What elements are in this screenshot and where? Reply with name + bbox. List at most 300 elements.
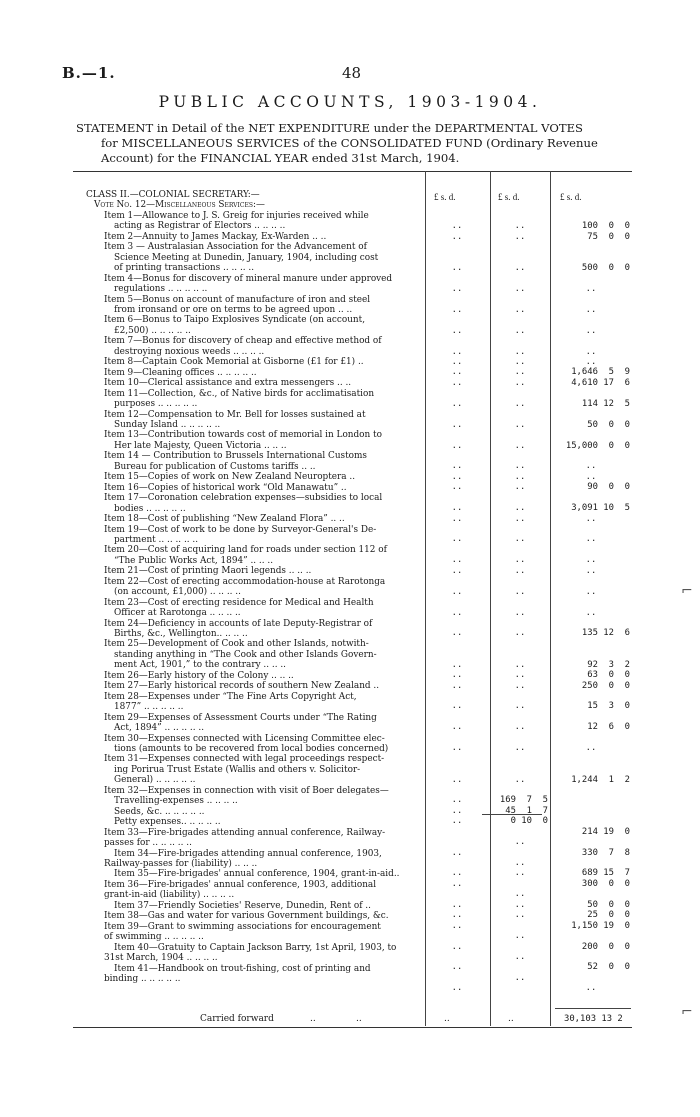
amount-cell [492, 211, 548, 221]
amount-cell: .. [514, 722, 526, 733]
amount-cell [492, 827, 548, 837]
amount-cell: .. [451, 805, 463, 816]
item-line: Travelling-expenses .. .. .. .. [114, 796, 238, 807]
amount-cell: .. [585, 346, 597, 357]
column-divider [550, 171, 551, 1026]
amount-cell: .. [451, 910, 463, 921]
item-line: Item 35—Fire-brigades' annual conference, 1904, grant-in-aid.. [114, 869, 400, 880]
amount-cell: 4,610 17 6 [571, 377, 630, 388]
amount-cell: .. [514, 972, 526, 983]
amount-cell [552, 409, 630, 419]
amount-cell: 500 0 0 [581, 263, 630, 274]
item-line: Births, &c., Wellington.. .. .. .. [114, 629, 248, 640]
amount-cell [552, 524, 630, 534]
amount-cell [492, 242, 548, 252]
amount-cell [492, 409, 548, 419]
amount-cell: .. [514, 325, 526, 336]
amount-cell [428, 639, 486, 649]
amount-cell [552, 639, 630, 649]
amount-cell: .. [514, 482, 526, 493]
item-line: 31st March, 1904 .. .. .. .. [104, 953, 218, 964]
amount-cell [428, 274, 486, 284]
amount-cell [428, 493, 486, 503]
amount-cell [492, 942, 548, 952]
amount-cell: 1,244 1 2 [571, 774, 630, 785]
column-header-3: £ s. d. [560, 192, 582, 202]
amount-cell: .. [451, 398, 463, 409]
amount-cell: .. [451, 534, 463, 545]
item-line: Item 31—Expenses connected with legal proceedings respect- [104, 754, 385, 765]
amount-cell: 12 6 0 [581, 722, 630, 733]
amount-cell: .. [514, 221, 526, 232]
amount-cell [492, 983, 548, 993]
amount-cell [552, 931, 630, 941]
amount-cell [552, 190, 630, 200]
statement-heading [76, 121, 638, 166]
amount-cell [492, 962, 548, 972]
amount-cell: .. [514, 367, 526, 378]
amount-cell [492, 430, 548, 440]
amount-cell [552, 242, 630, 252]
amount-cell [428, 253, 486, 263]
amount-cell [492, 921, 548, 931]
amount-cell: 1,646 5 9 [571, 367, 630, 378]
amount-cell [492, 879, 548, 889]
amount-cell: 45 1 7 [499, 805, 548, 816]
amount-cell [552, 712, 630, 722]
amount-cell [428, 200, 486, 210]
item-line: Item 29—Expenses of Assessment Courts under “The Rating [104, 712, 377, 723]
amount-cell: .. [585, 607, 597, 618]
item-line: Item 23—Cost of erecting residence for Medical and Health [104, 597, 374, 608]
amount-cell: .. [514, 357, 526, 367]
amount-cell: .. [514, 868, 526, 879]
amount-cell: .. [585, 304, 597, 315]
amount-cell [552, 451, 630, 461]
amount-cell: .. [451, 440, 463, 451]
amount-cell [428, 388, 486, 398]
amount-cell: .. [514, 398, 526, 409]
carried-forward-total: 30,103 13 2 [564, 1014, 623, 1024]
amount-cell: .. [514, 513, 526, 524]
amount-cell: .. [451, 722, 463, 733]
amount-cell: .. [514, 743, 526, 754]
carried-forward-dots: .. [444, 1014, 450, 1024]
amount-cell: 52 0 0 [581, 962, 630, 973]
amount-cell: 250 0 0 [581, 680, 630, 691]
amount-cell: 200 0 0 [581, 941, 630, 952]
amount-cell: .. [451, 774, 463, 785]
amount-cell [552, 211, 630, 221]
amount-cell [428, 294, 486, 304]
amount-cell: .. [585, 555, 597, 566]
amount-cell: 135 12 6 [581, 628, 630, 639]
amount-cell: .. [514, 701, 526, 712]
amount-cell: .. [514, 931, 526, 942]
item-line: Item 17—Coronation celebration expenses—subsidies to local [104, 493, 383, 504]
amount-cell [428, 315, 486, 325]
amount-cell [492, 451, 548, 461]
amount-cell [552, 837, 630, 847]
amount-cell [492, 524, 548, 534]
amount-cell: .. [451, 503, 463, 514]
amount-cell [552, 733, 630, 743]
amount-cell: .. [451, 607, 463, 618]
amount-cell [492, 649, 548, 659]
item-line: Item 18—Cost of publishing “New Zealand Flora” .. .. [104, 514, 345, 525]
item-line: Item 14 — Contribution to Brussels International Customs [104, 451, 367, 462]
amount-cell [492, 764, 548, 774]
item-line: £2,500) .. .. .. .. .. [114, 325, 191, 336]
amount-cell: .. [451, 743, 463, 754]
amount-cell: .. [585, 357, 597, 367]
amount-cell: 214 19 0 [581, 826, 630, 837]
amount-cell: .. [451, 221, 463, 232]
amount-cell [492, 618, 548, 628]
item-line: Sunday Island .. .. .. .. .. [114, 419, 221, 430]
item-line: Seeds, &c. .. .. .. .. .. [114, 806, 205, 817]
item-line: Item 9—Cleaning offices .. .. .. .. .. [104, 367, 257, 378]
item-line: CLASS II.—COLONIAL SECRETARY:— [86, 190, 260, 200]
amount-cell: .. [451, 263, 463, 274]
amount-cell [552, 816, 630, 826]
amount-cell: .. [451, 565, 463, 576]
item-line: Item 39—Grant to swimming associations for encouragement [104, 921, 381, 932]
amount-cell [552, 200, 630, 210]
item-line: grant-in-aid (liability) .. .. .. .. [104, 890, 235, 901]
amount-cell [492, 190, 548, 200]
statement-line: Account) for the FINANCIAL YEAR ended 31st March, 1904. [101, 151, 460, 165]
amount-cell: .. [451, 231, 463, 242]
item-line: Item 22—Cost of erecting accommodation-house at Rarotonga [104, 576, 386, 587]
amount-cell: 92 3 2 [581, 659, 630, 670]
amount-cell: 300 0 0 [581, 878, 630, 889]
amount-cell [492, 754, 548, 764]
amount-cell: .. [451, 377, 463, 388]
amount-cell [552, 973, 630, 983]
amount-cell [552, 764, 630, 774]
amount-cell: .. [451, 795, 463, 806]
amount-cell: 75 0 0 [581, 231, 630, 242]
carried-forward-dots: .. [310, 1014, 316, 1024]
amount-cell: 15 3 0 [581, 701, 630, 712]
statement-line: for MISCELLANEOUS SERVICES of the CONSOLIDATED FUND (Ordinary Revenue [101, 136, 598, 150]
amount-cell: .. [451, 346, 463, 357]
amount-cell [552, 388, 630, 398]
amount-cell: .. [514, 440, 526, 451]
column-divider [490, 171, 491, 1026]
amount-cell: .. [585, 461, 597, 472]
amount-cell: .. [514, 607, 526, 618]
item-line: purposes .. .. .. .. .. [114, 399, 198, 410]
item-line: Item 4—Bonus for discovery of mineral manure under approved [104, 273, 393, 284]
column-2-values [492, 190, 548, 994]
item-line: “The Public Works Act, 1894” .. .. .. [114, 555, 274, 566]
item-line: ing Porirua Trust Estate (Wallis and others v. Solicitor- [114, 764, 361, 775]
item-line: Item 41—Handbook on trout-fishing, cost of printing and [114, 963, 371, 974]
item-line: Item 28—Expenses under “The Fine Arts Copyright Act, [104, 691, 357, 702]
amount-cell [552, 294, 630, 304]
amount-cell: .. [514, 231, 526, 242]
amount-cell [552, 430, 630, 440]
amount-cell: .. [451, 680, 463, 691]
amount-cell [492, 712, 548, 722]
amount-cell [552, 858, 630, 868]
item-line: Item 1—Allowance to J. S. Greig for injuries received while [104, 210, 369, 221]
item-line: standing anything in “The Cook and other Islands Govern- [114, 649, 377, 660]
amount-cell: .. [585, 283, 597, 294]
amount-cell: .. [514, 837, 526, 848]
item-line: Item 20—Cost of acquiring land for roads under section 112 of [104, 545, 387, 556]
item-line: Item 27—Early historical records of southern New Zealand .. [104, 681, 380, 692]
item-line: Vote No. 12—Miscellaneous Services:— [94, 200, 265, 211]
amount-cell [552, 889, 630, 899]
item-line: Item 5—Bonus on account of manufacture of iron and steel [104, 294, 371, 305]
item-line: Item 32—Expenses in connection with visit of Boer delegates— [104, 785, 389, 796]
amount-cell: .. [585, 513, 597, 524]
amount-cell: .. [514, 503, 526, 514]
amount-cell: 100 0 0 [581, 221, 630, 232]
amount-cell [428, 837, 486, 847]
item-line: destroying noxious weeds .. .. .. .. [114, 346, 265, 357]
amount-cell [428, 430, 486, 440]
amount-cell [492, 848, 548, 858]
margin-mark: ⌐ [681, 583, 693, 599]
item-line: Item 24—Deficiency in accounts of late Deputy-Registrar of [104, 618, 373, 629]
amount-cell: .. [514, 899, 526, 910]
amount-cell [428, 409, 486, 419]
carried-forward-label: Carried forward [200, 1014, 274, 1024]
amount-cell [552, 315, 630, 325]
amount-cell: .. [514, 628, 526, 639]
amount-cell: .. [585, 983, 597, 994]
amount-cell: 1,150 19 0 [571, 920, 630, 931]
item-line: Act, 1894” .. .. .. .. .. [114, 723, 205, 734]
amount-cell: .. [514, 419, 526, 430]
item-line: 1877” .. .. .. .. .. [114, 702, 184, 713]
item-line: ment Act, 1901,” to the contrary .. .. .. [114, 660, 286, 671]
amount-cell [492, 785, 548, 795]
amount-cell [428, 336, 486, 346]
amount-cell: 169 7 5 [499, 795, 548, 806]
amount-cell [552, 253, 630, 263]
item-line: (on account, £1,000) .. .. .. .. [114, 587, 241, 598]
item-line: Item 19—Cost of work to be done by Surveyor-General's De- [104, 524, 377, 535]
amount-cell: .. [585, 565, 597, 576]
amount-cell: 50 0 0 [581, 419, 630, 430]
item-line: Item 6—Bonus to Taipo Explosives Syndicate (on account, [104, 315, 366, 326]
amount-cell: .. [585, 325, 597, 336]
amount-cell: .. [451, 367, 463, 378]
item-line: bodies .. .. .. .. .. [114, 503, 186, 514]
item-descriptions [86, 190, 416, 984]
amount-cell: .. [451, 461, 463, 472]
amount-cell [492, 253, 548, 263]
amount-cell: 90 0 0 [587, 482, 630, 493]
item-line: from ironsand or ore on terms to be agreed upon .. .. [114, 304, 353, 315]
amount-cell: .. [451, 628, 463, 639]
amount-cell [552, 576, 630, 586]
amount-cell [552, 994, 630, 1004]
amount-cell [552, 691, 630, 701]
item-line: Item 38—Gas and water for various Government buildings, &c. [104, 911, 389, 922]
amount-cell: 114 12 5 [581, 398, 630, 409]
item-line: Railway-passes for (liability) .. .. .. [104, 859, 258, 869]
item-line: Item 26—Early history of the Colony .. .. .. [104, 670, 294, 681]
amount-cell: .. [514, 951, 526, 962]
amount-cell [552, 649, 630, 659]
amount-cell: .. [585, 534, 597, 545]
item-line: Item 40—Gratuity to Captain Jackson Barry, 1st April, 1903, to [114, 942, 397, 953]
amount-cell: .. [514, 471, 526, 482]
amount-cell: .. [451, 283, 463, 294]
item-line: General) .. .. .. .. .. [114, 775, 196, 786]
amount-cell [492, 733, 548, 743]
amount-cell [492, 388, 548, 398]
amount-cell [428, 618, 486, 628]
amount-cell: .. [451, 471, 463, 482]
amount-cell: .. [514, 889, 526, 900]
item-line: Item 21—Cost of printing Maori legends .. .. .. [104, 566, 312, 577]
amount-cell: .. [514, 774, 526, 785]
amount-cell [428, 597, 486, 607]
amount-cell: .. [514, 670, 526, 681]
amount-cell [428, 858, 486, 868]
amount-cell: 0 10 0 [499, 816, 548, 827]
amount-cell: .. [451, 878, 463, 889]
carried-forward-dots: .. [356, 1014, 362, 1024]
amount-cell: .. [451, 304, 463, 315]
amount-cell [492, 691, 548, 701]
amount-cell [428, 785, 486, 795]
amount-cell: .. [585, 743, 597, 754]
item-line: binding .. .. .. .. .. [104, 973, 181, 984]
amount-cell [428, 576, 486, 586]
item-line: Item 2—Annuity to James Mackay, Ex-Warden .. .. [104, 231, 327, 242]
amount-cell: .. [514, 586, 526, 597]
amount-cell: .. [514, 858, 526, 868]
column-header-1: £ s. d. [434, 192, 456, 202]
amount-cell [552, 493, 630, 503]
page-title: PUBLIC ACCOUNTS, 1903-1904. [158, 93, 542, 111]
item-line: Petty expenses.. .. .. .. .. [114, 817, 221, 828]
amount-cell: .. [451, 941, 463, 952]
amount-cell: .. [451, 482, 463, 493]
amount-cell: .. [451, 513, 463, 524]
item-line: tions (amounts to be recovered from local bodies concerned) [114, 744, 389, 755]
amount-cell: .. [451, 555, 463, 566]
item-line: Item 11—Collection, &c., of Native birds for acclimatisation [104, 388, 375, 399]
amount-cell [428, 994, 486, 1004]
amount-cell [492, 294, 548, 304]
amount-cell [428, 931, 486, 941]
amount-cell [428, 190, 486, 200]
amount-cell [428, 451, 486, 461]
amount-cell [428, 889, 486, 899]
amount-cell [428, 691, 486, 701]
amount-cell [552, 952, 630, 962]
amount-cell: 25 0 0 [581, 910, 630, 921]
amount-cell: .. [514, 659, 526, 670]
item-line: acting as Registrar of Electors .. .. .. .. [114, 221, 286, 232]
amount-cell: 63 0 0 [581, 670, 630, 681]
amount-cell [428, 952, 486, 962]
page-number: 48 [342, 64, 362, 82]
amount-cell [552, 545, 630, 555]
amount-cell [552, 618, 630, 628]
amount-cell: .. [514, 565, 526, 576]
amount-cell: .. [451, 701, 463, 712]
amount-cell [428, 712, 486, 722]
amount-cell [492, 639, 548, 649]
item-line: Item 12—Compensation to Mr. Bell for losses sustained at [104, 409, 366, 420]
amount-cell: 689 15 7 [581, 868, 630, 879]
item-line: regulations .. .. .. .. .. [114, 284, 208, 295]
amount-cell [428, 764, 486, 774]
amount-cell: .. [514, 304, 526, 315]
item-line: Her late Majesty, Queen Victoria .. .. .. [114, 440, 287, 451]
amount-cell [492, 597, 548, 607]
amount-cell: .. [451, 586, 463, 597]
amount-cell [552, 754, 630, 764]
amount-cell [492, 336, 548, 346]
amount-cell: .. [514, 461, 526, 472]
item-line: Item 15—Copies of work on New Zealand Neuroptera .. [104, 472, 356, 483]
amount-cell: 50 0 0 [581, 899, 630, 910]
amount-cell: 3,091 10 5 [571, 503, 630, 514]
amount-cell: .. [514, 555, 526, 566]
amount-cell [552, 785, 630, 795]
amount-cell: .. [451, 920, 463, 931]
amount-cell [552, 274, 630, 284]
item-line: Item 30—Expenses connected with Licensing Committee elec- [104, 733, 385, 744]
amount-cell [552, 795, 630, 805]
item-line: partment .. .. .. .. .. [114, 534, 199, 545]
total-rule [555, 1008, 631, 1009]
item-line: Item 3 — Australasian Association for the Advancement of [104, 242, 367, 253]
amount-cell [492, 200, 548, 210]
item-line: Item 16—Copies of historical work “Old Manawatu” .. [104, 482, 347, 493]
item-line: Item 13—Contribution towards cost of memorial in London to [104, 430, 382, 441]
statement-line: STATEMENT in Detail of the NET EXPENDITURE under the DEPARTMENTAL VOTES [76, 121, 583, 135]
item-line: of swimming .. .. .. .. .. [104, 932, 204, 943]
amount-cell [428, 754, 486, 764]
amount-cell: .. [514, 263, 526, 274]
amount-cell [492, 493, 548, 503]
amount-cell: .. [451, 962, 463, 973]
column-divider [425, 171, 426, 1026]
amount-cell [428, 545, 486, 555]
amount-cell [492, 576, 548, 586]
amount-cell: .. [451, 816, 463, 827]
amount-cell [428, 649, 486, 659]
column-3-values [552, 190, 630, 1004]
amount-cell: .. [514, 910, 526, 921]
amount-cell: .. [451, 670, 463, 681]
amount-cell: .. [585, 586, 597, 597]
amount-cell: .. [451, 899, 463, 910]
amount-cell: .. [585, 471, 597, 482]
amount-cell [552, 336, 630, 346]
item-line: Science Meeting at Dunedin, January, 1904, including cost [114, 252, 379, 263]
amount-cell [492, 274, 548, 284]
column-1-values [428, 190, 486, 1004]
amount-cell: .. [514, 680, 526, 691]
item-line: Item 37—Friendly Societies' Reserve, Dunedin, Rent of .. [114, 900, 371, 911]
item-line: Item 33—Fire-brigades attending annual conference, Railway- [104, 827, 386, 838]
amount-cell [492, 315, 548, 325]
amount-cell [428, 242, 486, 252]
